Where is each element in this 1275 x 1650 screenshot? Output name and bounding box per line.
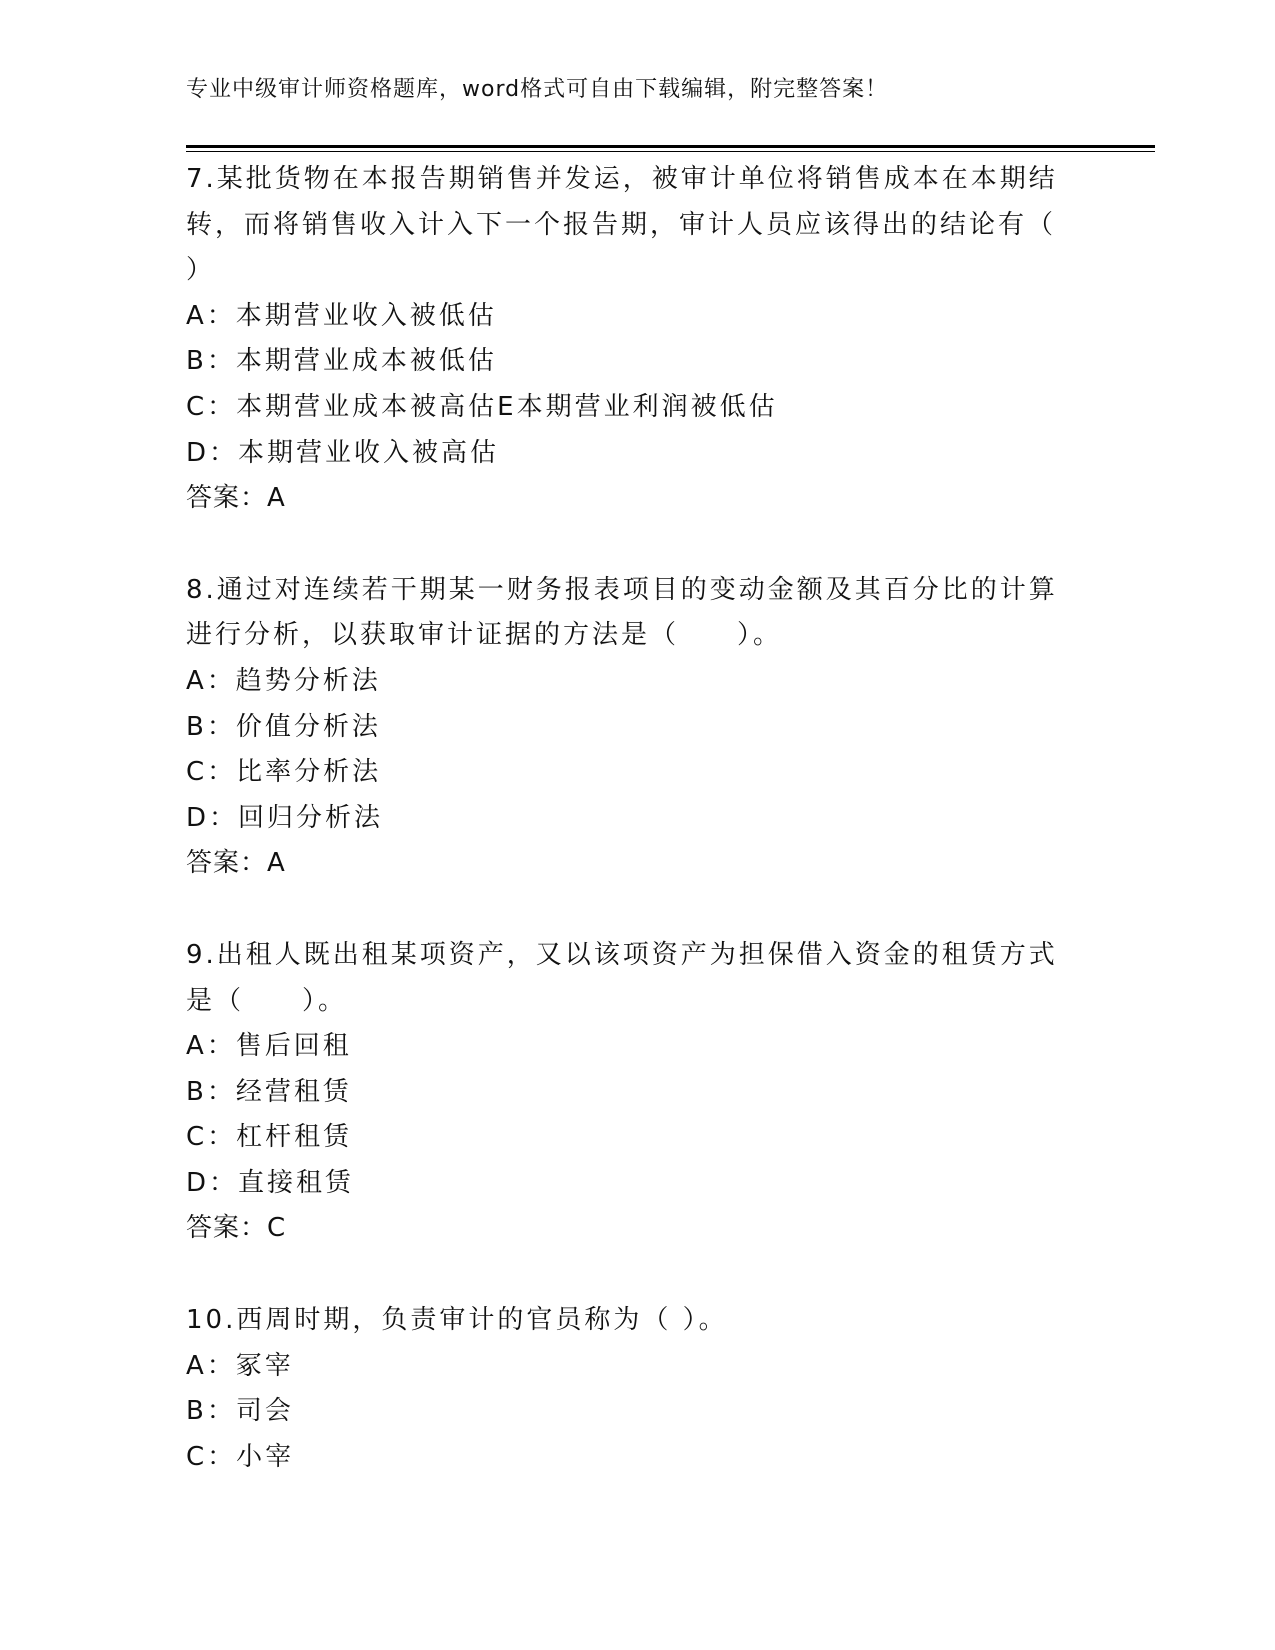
option-a: A：售后回租	[186, 1031, 352, 1062]
header-rule-thick	[186, 145, 1155, 148]
option-c: C：小宰	[186, 1441, 295, 1472]
answer-line: 答案：C	[186, 1213, 287, 1244]
option-d: D：回归分析法	[186, 802, 384, 833]
question-list	[186, 157, 1066, 1480]
question-10	[186, 1298, 1066, 1480]
option-a: A：趋势分析法	[186, 665, 381, 696]
question-stem-line: 8.通过对连续若干期某一财务报表项目的变动金额及其百分比的计算	[186, 574, 1058, 605]
option-b: B：本期营业成本被低估	[186, 346, 497, 377]
question-stem-line: 是（ ）。	[186, 985, 348, 1016]
question-stem-line: 转，而将销售收入计入下一个报告期，审计人员应该得出的结论有（	[186, 209, 1057, 240]
option-d: D：本期营业收入被高估	[186, 437, 500, 468]
question-7	[186, 157, 1066, 522]
option-b: B：司会	[186, 1396, 294, 1427]
page-header: 专业中级审计师资格题库，word格式可自由下载编辑，附完整答案！	[186, 77, 889, 102]
question-stem-line: 进行分析，以获取审计证据的方法是（ ）。	[186, 620, 783, 651]
option-b: B：价值分析法	[186, 711, 381, 742]
answer-line: 答案：A	[186, 848, 286, 879]
question-stem-line: 9.出租人既出租某项资产，又以该项资产为担保借入资金的租赁方式	[186, 939, 1058, 970]
option-c: C：杠杆租赁	[186, 1122, 353, 1153]
option-c: C：本期营业成本被高估E本期营业利润被低估	[186, 391, 778, 422]
option-c: C：比率分析法	[186, 757, 382, 788]
question-stem-line: 10.西周时期，负责审计的官员称为（ ）。	[186, 1305, 728, 1336]
answer-line: 答案：A	[186, 483, 286, 514]
header-rule-thin	[186, 151, 1155, 152]
question-9	[186, 933, 1066, 1252]
question-8	[186, 568, 1066, 887]
question-stem-line: 7.某批货物在本报告期销售并发运，被审计单位将销售成本在本期结	[186, 164, 1058, 194]
option-d: D：直接租赁	[186, 1167, 355, 1198]
option-b: B：经营租赁	[186, 1076, 352, 1107]
option-a: A：冢宰	[186, 1350, 294, 1381]
option-a: A：本期营业收入被低估	[186, 300, 497, 331]
question-stem-line: ）	[186, 255, 216, 286]
